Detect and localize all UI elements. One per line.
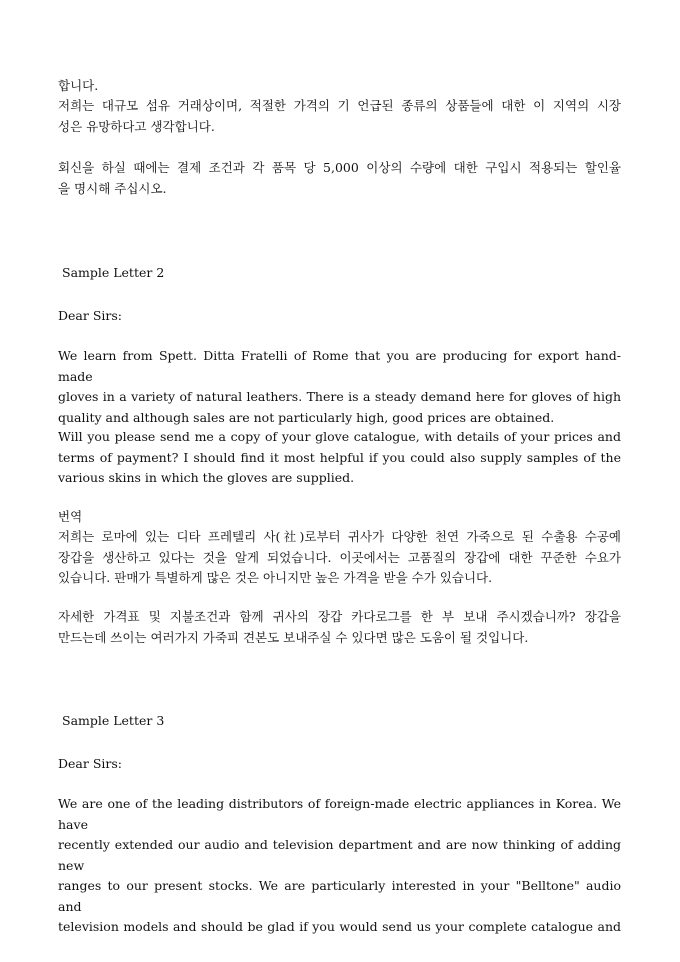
text-line: 을 명시해 주십시오.: [58, 180, 167, 196]
text-line: terms of payment? I should find it most helpful if you could also supply samples of the: [58, 449, 621, 465]
intro-line: [58, 76, 621, 97]
text-line: 있습니다. 판매가 특별하게 많은 것은 아니지만 높은 가격을 받을 수가 있습니다.: [58, 570, 493, 585]
text-line: 회신을 하실 때에는 결제 조건과 각 품목 당 5,000 이상의 수량에 대한 구입시 적용되는 할인율: [58, 160, 621, 175]
intro-paragraph-2: [58, 158, 621, 199]
text-line: We are one of the leading distributors of foreign-made electric appliances in Korea. We have: [58, 796, 621, 832]
translation-label: [58, 507, 621, 528]
letter-3-title: Sample Letter 3: [62, 713, 165, 728]
letter-3-paragraph-1: [58, 794, 621, 938]
text-line: 만드는데 쓰이는 여러가지 가죽피 견본도 보내주실 수 있다면 많은 도움이 될 것입니다.: [58, 629, 529, 645]
letter-2-korean-paragraph-2: [58, 607, 621, 648]
letter-2-title: Sample Letter 2: [62, 265, 165, 280]
letter-2-paragraph-2: [58, 427, 621, 489]
intro-line-text: 합니다.: [58, 78, 99, 93]
text-line: various skins in which the gloves are supplied.: [58, 470, 355, 485]
letter-2-paragraph-1: [58, 346, 621, 428]
text-line: Will you please send me a copy of your glove catalogue, with details of your prices and: [58, 429, 621, 444]
intro-paragraph-1: [58, 96, 621, 137]
text-line: We learn from Spett. Ditta Fratelli of Rome that you are producing for export hand-made: [58, 348, 621, 384]
text-line: 장갑을 생산하고 있다는 것을 알게 되었습니다. 이곳에서는 고품질의 장갑에 대한 꾸준한 수요가: [58, 549, 621, 565]
text-line: 성은 유망하다고 생각합니다.: [58, 118, 215, 134]
text-line: 저희는 로마에 있는 디타 프레텔리 사(社)로부터 귀사가 다양한 천연 가죽으로 된 수출용 수공예: [58, 529, 621, 544]
text-line: recently extended our audio and television department and are now thinking of adding new: [58, 837, 621, 873]
text-line: television models and should be glad if you would send us your complete catalogue and: [58, 919, 621, 934]
letter-3-greeting: Dear Sirs:: [58, 756, 122, 771]
letter-2-korean-paragraph-1: [58, 527, 621, 589]
text-line: 자세한 가격표 및 지불조건과 함께 귀사의 장갑 카다로그를 한 부 보내 주시겠습니까? 장갑을: [58, 609, 621, 624]
text-line: 저희는 대규모 섬유 거래상이며, 적절한 가격의 기 언급된 종류의 상품들에 대한 이 지역의 시장: [58, 98, 621, 113]
text-line: ranges to our present stocks. We are particularly interested in your "Belltone" audio and: [58, 878, 621, 914]
text-line: gloves in a variety of natural leathers. There is a steady demand here for gloves of high: [58, 389, 621, 404]
translation-label-text: 번역: [58, 509, 83, 524]
text-line: quality and although sales are not particularly high, good prices are obtained.: [58, 409, 555, 425]
letter-2-greeting: Dear Sirs:: [58, 308, 122, 323]
